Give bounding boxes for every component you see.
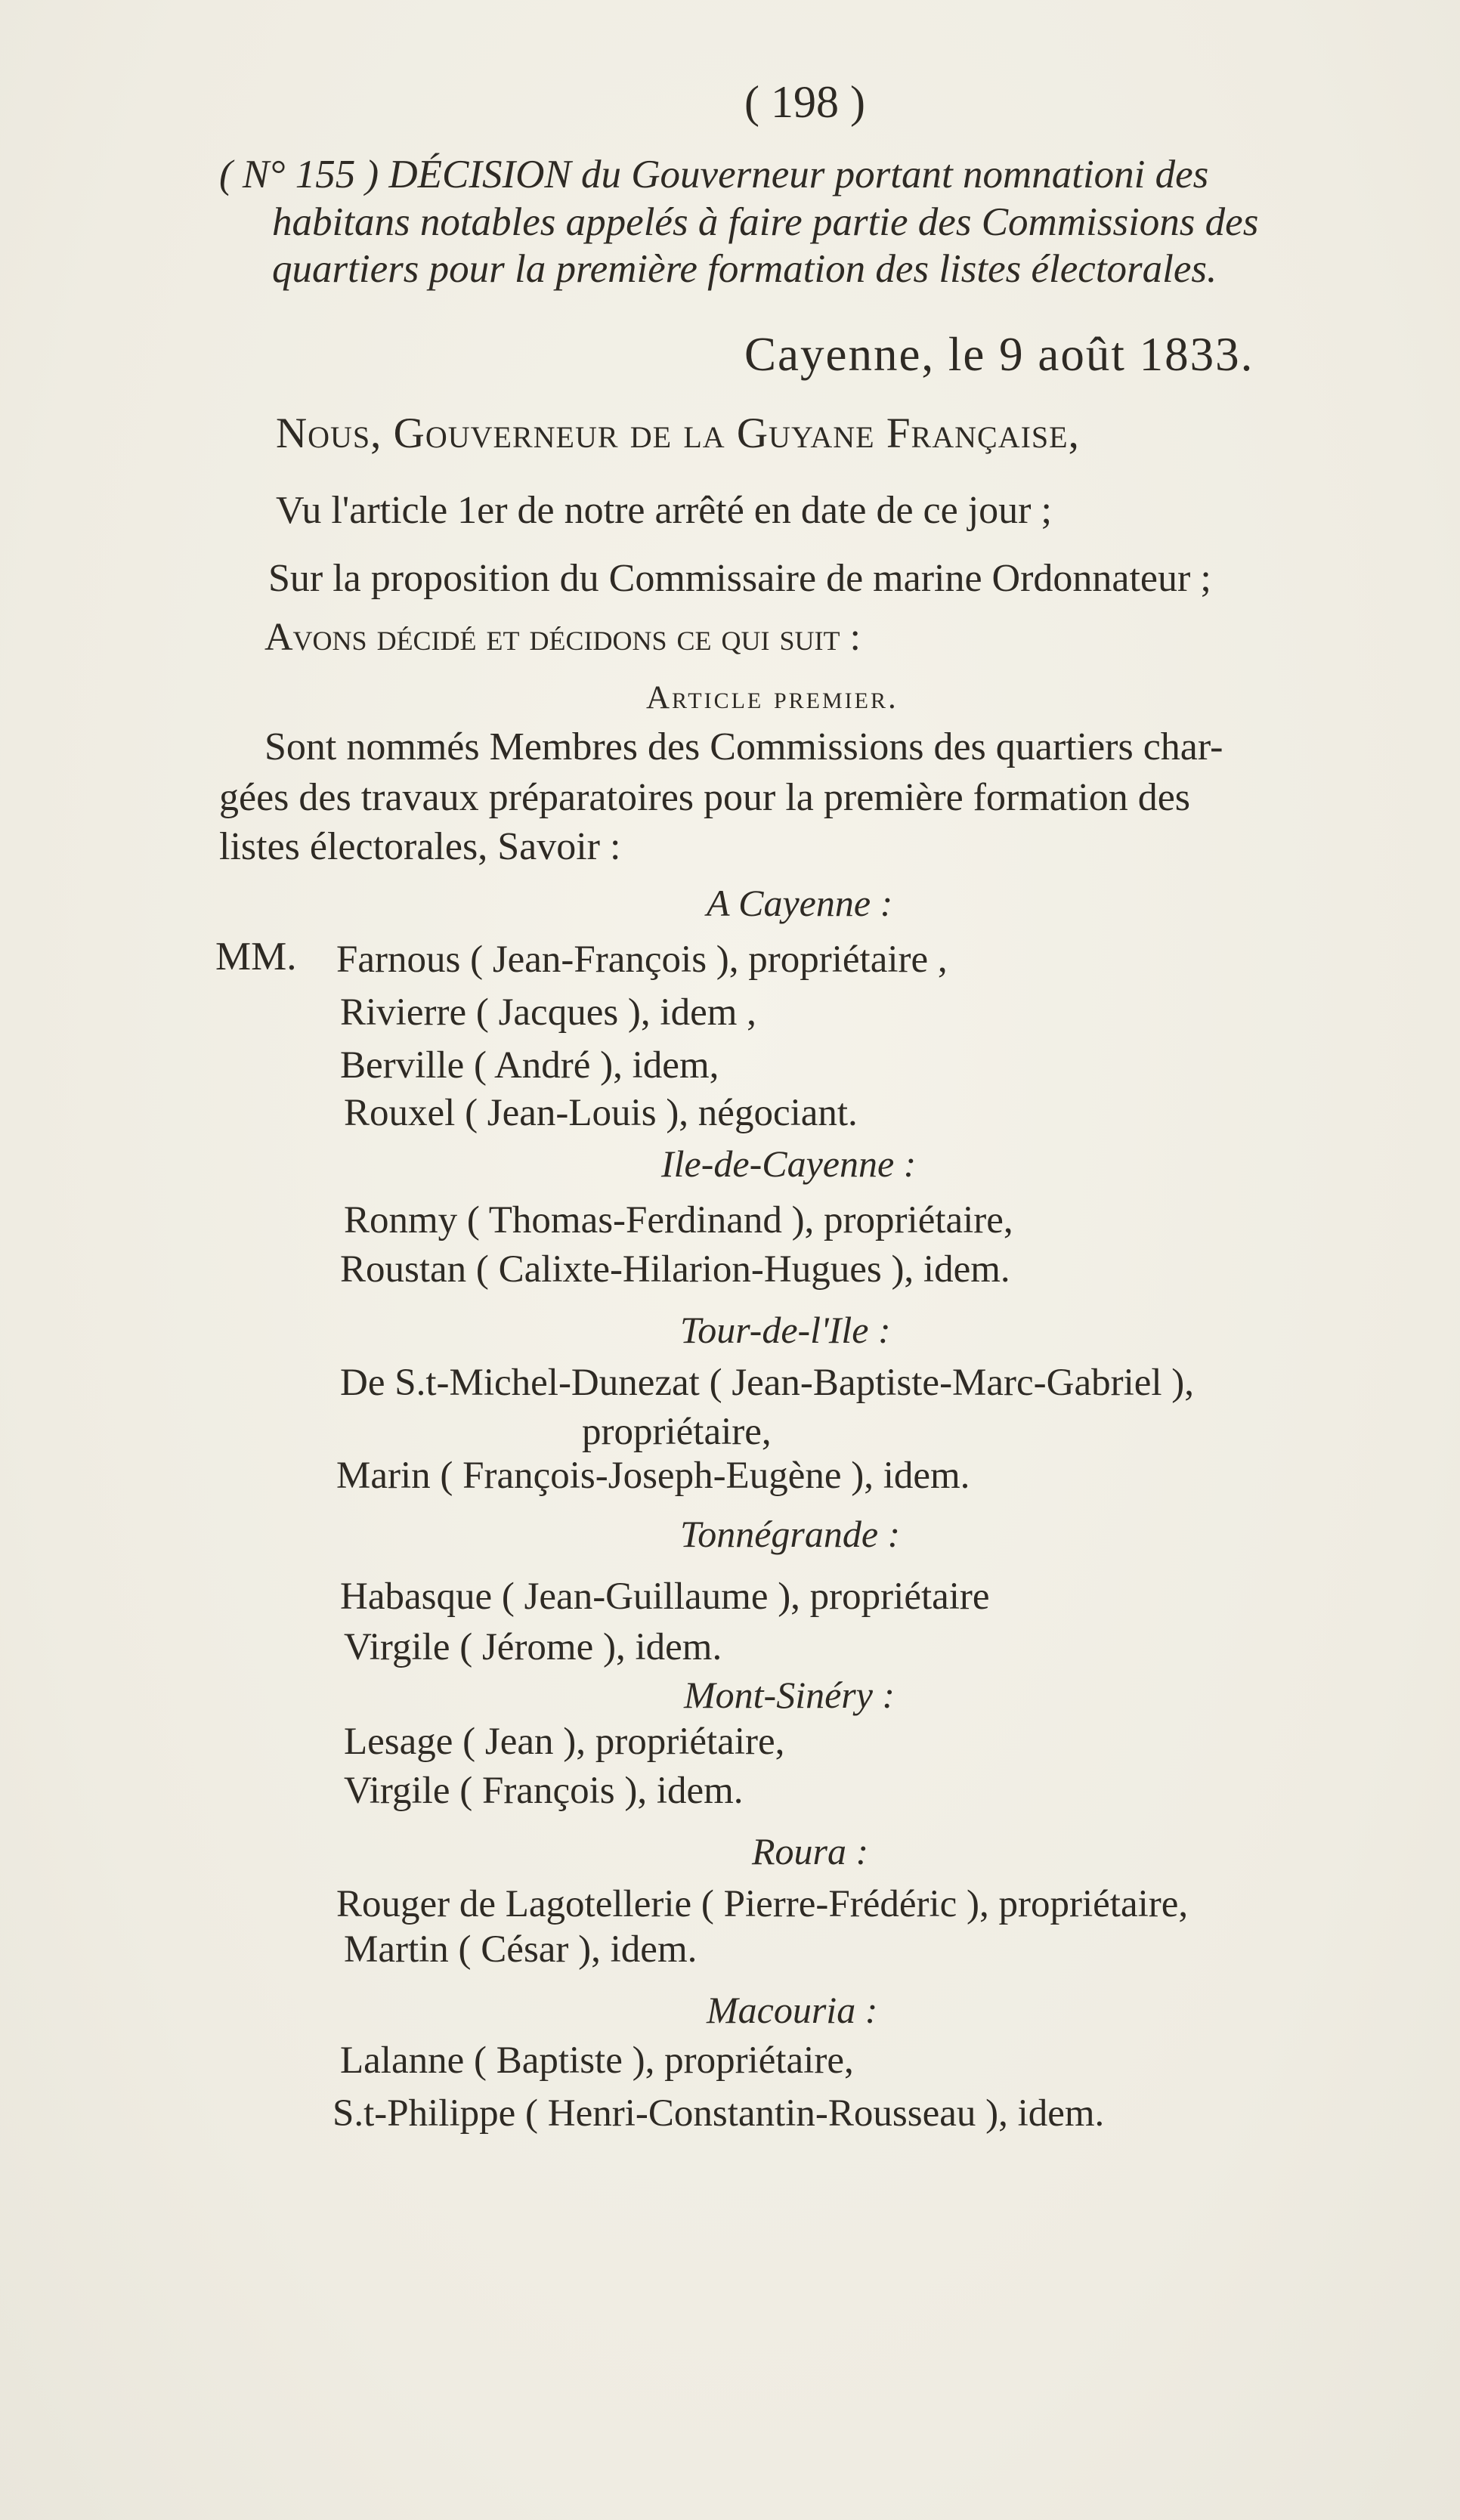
list-item: Ronmy ( Thomas-Ferdinand ), propriétaire, [344,1199,1013,1241]
section-place: Tour-de-l'Ile : [680,1309,891,1351]
page-number: ( 198 ) [744,77,865,127]
list-item: Lesage ( Jean ), propriétaire, [344,1721,785,1763]
article-text-line-3: listes électorales, Savoir : [219,825,621,868]
list-item: Lalanne ( Baptiste ), propriétaire, [340,2039,854,2082]
list-item: Roustan ( Calixte-Hilarion-Hugues ), idem. [340,1248,1010,1291]
list-item: propriétaire, [582,1411,772,1453]
list-item: Marin ( François-Joseph-Eugène ), idem. [336,1455,970,1497]
section-place: Mont-Sinéry : [684,1674,895,1716]
article-text-line-2: gées des travaux préparatoires pour la première formation des [219,776,1191,819]
section-place: Roura : [752,1830,869,1872]
list-item: Rivierre ( Jacques ), idem , [340,991,756,1034]
intro-avons: Avons décidé et décidons ce qui suit : [264,616,861,659]
section-place: Tonnégrande : [680,1513,901,1555]
list-item: Virgile ( Jérome ), idem. [344,1626,722,1668]
list-item: S.t-Philippe ( Henri-Constantin-Rousseau ), idem. [333,2092,1105,2135]
article-title: Article premier. [646,680,899,716]
list-item: Virgile ( François ), idem. [344,1770,744,1812]
list-item: De S.t-Michel-Dunezat ( Jean-Baptiste-Marc-Gabriel ), [340,1362,1195,1404]
intro-nous: Nous, Gouverneur de la Guyane Française, [276,410,1080,457]
decision-title-line-1: ( N° 155 ) DÉCISION du Gouverneur portant nomnationi des [219,153,1209,196]
intro-sur: Sur la proposition du Commissaire de marine Ordonnateur ; [268,557,1211,600]
list-item: Berville ( André ), idem, [340,1044,719,1087]
intro-vu: Vu l'article 1er de notre arrêté en date de ce jour ; [276,489,1052,532]
section-place: A Cayenne : [707,882,893,924]
list-item: Habasque ( Jean-Guillaume ), propriétaire [340,1575,990,1618]
article-text-line-1: Sont nommés Membres des Commissions des quartiers char- [264,725,1223,768]
list-item: Farnous ( Jean-François ), propriétaire , [336,938,948,981]
dateline: Cayenne, le 9 août 1833. [744,328,1254,381]
list-item: Rouxel ( Jean-Louis ), négociant. [344,1092,858,1134]
mm-label: MM. [215,935,297,979]
section-place: Macouria : [707,1989,878,2031]
list-item: Rouger de Lagotellerie ( Pierre-Frédéric ), propriétaire, [336,1883,1189,1925]
decision-title-line-2: habitans notables appelés à faire partie des Commissions des [272,200,1259,244]
section-place: Ile-de-Cayenne : [661,1143,917,1185]
decision-title-line-3: quartiers pour la première formation des listes électorales. [272,247,1217,291]
list-item: Martin ( César ), idem. [344,1928,698,1971]
